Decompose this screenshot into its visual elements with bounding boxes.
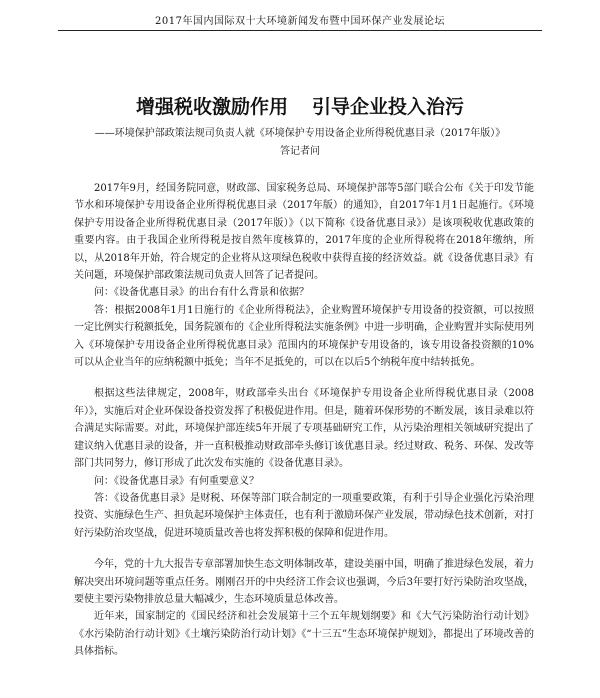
article-title xyxy=(0,92,600,119)
question-1: 问：《设备优惠目录》的出台有什么背景和依据？ xyxy=(94,287,309,299)
answer-2: 答：《设备优惠目录》是财税、环保等部门联合制定的一项重要政策，有利于引导企业强化污染治理投资、实施绿色生产、担负起环境保护主体责任，也有利于激励环保产业发展，带动绿色技术创新，对打好污染防治攻坚战，促进环境质量改善也将发挥积极的保障和促进作用。 xyxy=(74,492,534,539)
running-header: 2017年国内国际双十大环境新闻发布暨中国环保产业发展论坛 xyxy=(155,16,445,27)
article-byline: 答记者问 xyxy=(280,146,320,157)
article-body xyxy=(74,180,534,661)
paragraph-intro: 2017年9月，经国务院同意，财政部、国家税务总局、环境保护部等5部门联合公布《关于印发节能节水和环境保护专用设备企业所得税优惠目录（2017年版）的通知》，自2017年1月1日起施行。《环境保护专用设备企业所得税优惠目录（2017年版）》（以下简称《设备优惠目录》）是该项税收优惠政策的重要内容。由于我国企业所得税是按自然年度核算的，2017年度的企业所得税将在2018年缴纳，所以，从2018年开始，符合规定的企业将从这项绿色税收中获得直接的经济效益。就《设备优惠目录》有关问题，环境保护部政策法规司负责人回答了记者提问。 xyxy=(74,183,534,282)
paragraph-policy-context: 今年，党的十九大报告专章部署加快生态文明体制改革，建设美丽中国，明确了推进绿色发展，着力解决突出环境问题等重点任务。刚刚召开的中央经济工作会议也强调，今后3年要打好污染防治攻坚战，要使主要污染物排放总量大幅减少，生态环境质量总体改善。 xyxy=(74,559,534,605)
paragraph-recent-plans: 近年来，国家制定的《国民经济和社会发展第十三个五年规划纲要》和《大气污染防治行动计划》《水污染防治行动计划》《土壤污染防治行动计划》《“十三五”生态环境保护规划》，都提出了环境改善的具体指标。 xyxy=(74,611,534,658)
article-title-part2: 引导企业投入治污 xyxy=(312,96,465,118)
answer-1: 答：根据2008年1月1日施行的《企业所得税法》，企业购置环境保护专用设备的投资额，可以按照一定比例实行税额抵免，国务院颁布的《企业所得税法实施条例》中进一步明确，企业购置并实际使用列入《环境保护专用设备企业所得税优惠目录》范围内的环境保护专用设备的，该专用设备投资额的10%可以从企业当年的应纳税额中抵免；当年不足抵免的，可以在以后5个纳税年度中结转抵免。 xyxy=(74,304,534,369)
paragraph-background: 根据这些法律规定，2008年，财政部牵头出台《环境保护专用设备企业所得税优惠目录（2008年）》，实施后对企业环保设备投资发挥了积极促进作用。但是，随着环保形势的不断发展，该目录难以符合满足实际需要。对此，环境保护部连续5年开展了专项基础研究工作，从污染治理相关领域研究提出了建议纳入优惠目录的设备，并一直积极推动财政部牵头修订该优惠目录。经过财政、税务、环保、发改等部门共同努力，修订形成了此次发布实施的《设备优惠目录》。 xyxy=(74,388,534,470)
article-subtitle: ——环境保护部政策法规司负责人就《环境保护专用设备企业所得税优惠目录（2017年版）》 xyxy=(94,128,506,139)
question-2: 问：《设备优惠目录》有何重要意义？ xyxy=(94,475,259,487)
header-divider xyxy=(58,30,542,31)
article-title-part1: 增强税收激励作用 xyxy=(135,96,288,118)
